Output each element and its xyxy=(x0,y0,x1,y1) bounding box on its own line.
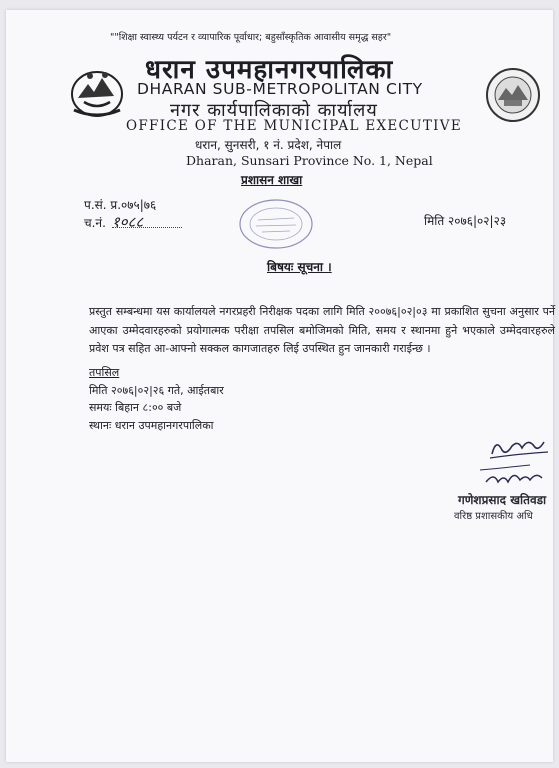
dispatch-number-underline xyxy=(112,227,182,228)
exam-time: समयः बिहान ८:०० बजे xyxy=(89,401,182,414)
municipal-motto: ""शिक्षा स्वास्थ्य पर्यटन र व्यापारिक पूर्वाधार; बहुसाँस्कृतिक आवासीय समृद्ध सहर" xyxy=(110,32,392,43)
address-nepali: धरान, सुनसरी, १ नं. प्रदेश, नेपाल xyxy=(195,138,342,152)
section-name: प्रशासन शाखा xyxy=(241,173,303,187)
exam-date: मिति २०७६|०२|२६ गते, आईतबार xyxy=(89,383,224,397)
signatory-title: वरिष्ठ प्रशासकीय अधि xyxy=(454,511,533,522)
letter-subject: बिषयः सूचना । xyxy=(267,260,332,274)
exam-venue: स्थानः धरान उपमहानगरपालिका xyxy=(89,418,214,432)
nepal-emblem-logo xyxy=(68,64,126,122)
municipality-title-nepali: धरान उपमहानगरपालिका xyxy=(145,55,394,85)
dharan-municipality-seal xyxy=(484,66,542,124)
dispatch-number-value: १०८८ xyxy=(111,213,144,231)
office-stamp xyxy=(238,198,314,250)
signatory-name: गणेशप्रसाद खतिवडा xyxy=(458,493,547,507)
dispatch-number xyxy=(84,212,143,232)
handwritten-signature xyxy=(472,434,559,498)
letter-date: मिति २०७६|०२|२३ xyxy=(424,214,507,228)
letter-body: प्रस्तुत सम्बन्धमा यस कार्यालयले नगरप्रहरी निरीक्षक पदका लागि मिति २००७६|०२|०३ मा प्रकाशित सुचना अनुसार पर्ने आएका उम्मेदवारहरुको प्रयोगात्मक परीक्षा तपसिल बमोजिमको मिति, समय र स्थानमा हुने भएकाले उम्मेदवारहरुले प्रवेश पत्र सहित आ-आफ्नो सक्कल कागजातहरु लिई उपस्थित हुन जानकारी गराईन्छ । xyxy=(89,305,555,355)
municipality-title-english: DHARAN SUB-METROPOLITAN CITY xyxy=(137,80,423,98)
office-name-english: OFFICE OF THE MUNICIPAL EXECUTIVE xyxy=(126,118,462,134)
office-name-nepali: नगर कार्यपालिकाको कार्यालय xyxy=(170,100,378,121)
schedule-details xyxy=(89,364,224,434)
details-heading: तपसिल xyxy=(89,366,120,379)
address-english: Dharan, Sunsari Province No. 1, Nepal xyxy=(186,153,433,168)
dispatch-number-label: च.नं. xyxy=(84,216,106,230)
letter-reference-number: प.सं. प्र.०७५|७६ xyxy=(84,198,157,212)
